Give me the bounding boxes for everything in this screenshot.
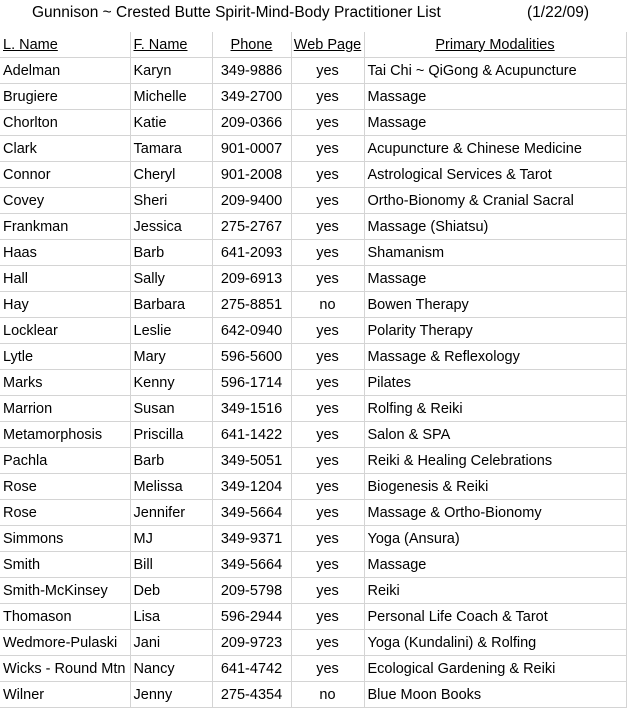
cell-last-name: Hay (0, 292, 130, 318)
cell-web-page: yes (291, 136, 364, 162)
cell-web-page: yes (291, 500, 364, 526)
cell-modalities: Personal Life Coach & Tarot (364, 604, 626, 630)
cell-last-name: Clark (0, 136, 130, 162)
cell-last-name: Wedmore-Pulaski (0, 630, 130, 656)
cell-phone: 642-0940 (212, 318, 291, 344)
cell-phone: 209-5798 (212, 578, 291, 604)
cell-phone: 641-4742 (212, 656, 291, 682)
table-row (0, 526, 626, 552)
cell-web-page: yes (291, 656, 364, 682)
cell-phone: 275-8851 (212, 292, 291, 318)
table-row (0, 396, 626, 422)
cell-web-page: yes (291, 396, 364, 422)
cell-modalities: Massage (364, 266, 626, 292)
document-date: (1/22/09) (527, 4, 590, 21)
header-first-name: F. Name (130, 32, 212, 58)
cell-web-page: yes (291, 370, 364, 396)
cell-web-page: yes (291, 240, 364, 266)
cell-last-name: Pachla (0, 448, 130, 474)
cell-first-name: Mary (130, 344, 212, 370)
cell-last-name: Wilner (0, 682, 130, 708)
cell-last-name: Wicks - Round Mtn (0, 656, 130, 682)
cell-phone: 349-1204 (212, 474, 291, 500)
cell-modalities: Polarity Therapy (364, 318, 626, 344)
cell-modalities: Ortho-Bionomy & Cranial Sacral (364, 188, 626, 214)
cell-phone: 349-9371 (212, 526, 291, 552)
cell-modalities: Massage (364, 84, 626, 110)
cell-web-page: yes (291, 344, 364, 370)
cell-last-name: Rose (0, 500, 130, 526)
title-row (0, 0, 628, 30)
cell-phone: 349-2700 (212, 84, 291, 110)
cell-phone: 209-0366 (212, 110, 291, 136)
cell-modalities: Shamanism (364, 240, 626, 266)
cell-modalities: Ecological Gardening & Reiki (364, 656, 626, 682)
table-row (0, 578, 626, 604)
cell-web-page: yes (291, 422, 364, 448)
cell-first-name: Katie (130, 110, 212, 136)
header-phone: Phone (212, 32, 291, 58)
cell-phone: 641-2093 (212, 240, 291, 266)
cell-first-name: Barbara (130, 292, 212, 318)
cell-last-name: Simmons (0, 526, 130, 552)
cell-web-page: yes (291, 448, 364, 474)
cell-last-name: Smith (0, 552, 130, 578)
cell-web-page: yes (291, 630, 364, 656)
cell-modalities: Tai Chi ~ QiGong & Acupuncture (364, 58, 626, 84)
cell-first-name: Barb (130, 240, 212, 266)
cell-modalities: Acupuncture & Chinese Medicine (364, 136, 626, 162)
cell-first-name: Susan (130, 396, 212, 422)
cell-first-name: Sheri (130, 188, 212, 214)
cell-phone: 349-5664 (212, 500, 291, 526)
cell-first-name: Bill (130, 552, 212, 578)
cell-first-name: Deb (130, 578, 212, 604)
header-modalities: Primary Modalities (364, 32, 626, 58)
header-web-page: Web Page (291, 32, 364, 58)
cell-web-page: yes (291, 552, 364, 578)
table-row (0, 370, 626, 396)
cell-modalities: Massage & Reflexology (364, 344, 626, 370)
cell-web-page: no (291, 292, 364, 318)
table-row (0, 318, 626, 344)
cell-web-page: no (291, 682, 364, 708)
cell-modalities: Massage (Shiatsu) (364, 214, 626, 240)
table-row (0, 474, 626, 500)
header-last-name: L. Name (0, 32, 130, 58)
cell-phone: 349-5664 (212, 552, 291, 578)
table-row (0, 188, 626, 214)
cell-last-name: Marks (0, 370, 130, 396)
table-body (0, 58, 626, 708)
cell-modalities: Yoga (Kundalini) & Rolfing (364, 630, 626, 656)
cell-phone: 901-2008 (212, 162, 291, 188)
cell-last-name: Locklear (0, 318, 130, 344)
cell-last-name: Smith-McKinsey (0, 578, 130, 604)
table-row (0, 448, 626, 474)
table-row (0, 162, 626, 188)
table-row (0, 240, 626, 266)
cell-first-name: Jennifer (130, 500, 212, 526)
cell-first-name: Leslie (130, 318, 212, 344)
cell-first-name: Cheryl (130, 162, 212, 188)
cell-modalities: Yoga (Ansura) (364, 526, 626, 552)
cell-first-name: Barb (130, 448, 212, 474)
cell-modalities: Astrological Services & Tarot (364, 162, 626, 188)
cell-last-name: Chorlton (0, 110, 130, 136)
cell-modalities: Massage (364, 110, 626, 136)
cell-last-name: Adelman (0, 58, 130, 84)
cell-first-name: Jenny (130, 682, 212, 708)
cell-last-name: Frankman (0, 214, 130, 240)
table-row (0, 266, 626, 292)
cell-first-name: Tamara (130, 136, 212, 162)
cell-web-page: yes (291, 188, 364, 214)
cell-web-page: yes (291, 318, 364, 344)
table-row (0, 214, 626, 240)
cell-phone: 596-5600 (212, 344, 291, 370)
table-row (0, 656, 626, 682)
table-row (0, 58, 626, 84)
cell-web-page: yes (291, 526, 364, 552)
cell-first-name: Lisa (130, 604, 212, 630)
cell-modalities: Reiki (364, 578, 626, 604)
cell-web-page: yes (291, 474, 364, 500)
table-row (0, 500, 626, 526)
table-row (0, 682, 626, 708)
cell-last-name: Marrion (0, 396, 130, 422)
cell-last-name: Haas (0, 240, 130, 266)
cell-modalities: Reiki & Healing Celebrations (364, 448, 626, 474)
cell-modalities: Salon & SPA (364, 422, 626, 448)
cell-first-name: Melissa (130, 474, 212, 500)
cell-web-page: yes (291, 110, 364, 136)
cell-modalities: Massage (364, 552, 626, 578)
table-row (0, 110, 626, 136)
cell-first-name: Jessica (130, 214, 212, 240)
cell-modalities: Biogenesis & Reiki (364, 474, 626, 500)
cell-first-name: Jani (130, 630, 212, 656)
header-row (0, 32, 626, 58)
cell-web-page: yes (291, 84, 364, 110)
cell-last-name: Rose (0, 474, 130, 500)
cell-last-name: Thomason (0, 604, 130, 630)
cell-web-page: yes (291, 578, 364, 604)
cell-last-name: Covey (0, 188, 130, 214)
cell-modalities: Bowen Therapy (364, 292, 626, 318)
cell-phone: 209-9723 (212, 630, 291, 656)
cell-last-name: Brugiere (0, 84, 130, 110)
cell-web-page: yes (291, 604, 364, 630)
table-row (0, 552, 626, 578)
cell-phone: 349-5051 (212, 448, 291, 474)
practitioner-table (0, 32, 627, 708)
table-row (0, 136, 626, 162)
cell-phone: 349-1516 (212, 396, 291, 422)
cell-last-name: Hall (0, 266, 130, 292)
cell-first-name: Karyn (130, 58, 212, 84)
table-header (0, 32, 626, 58)
table-row (0, 292, 626, 318)
cell-phone: 275-2767 (212, 214, 291, 240)
cell-modalities: Blue Moon Books (364, 682, 626, 708)
cell-modalities: Massage & Ortho-Bionomy (364, 500, 626, 526)
table-row (0, 422, 626, 448)
cell-phone: 209-9400 (212, 188, 291, 214)
table-row (0, 84, 626, 110)
cell-modalities: Rolfing & Reiki (364, 396, 626, 422)
cell-first-name: Sally (130, 266, 212, 292)
cell-web-page: yes (291, 214, 364, 240)
cell-last-name: Metamorphosis (0, 422, 130, 448)
cell-phone: 209-6913 (212, 266, 291, 292)
cell-first-name: Kenny (130, 370, 212, 396)
cell-first-name: Michelle (130, 84, 212, 110)
cell-web-page: yes (291, 58, 364, 84)
cell-modalities: Pilates (364, 370, 626, 396)
cell-web-page: yes (291, 266, 364, 292)
cell-phone: 596-2944 (212, 604, 291, 630)
cell-phone: 596-1714 (212, 370, 291, 396)
cell-last-name: Connor (0, 162, 130, 188)
cell-phone: 901-0007 (212, 136, 291, 162)
table-row (0, 604, 626, 630)
cell-web-page: yes (291, 162, 364, 188)
cell-last-name: Lytle (0, 344, 130, 370)
cell-first-name: Nancy (130, 656, 212, 682)
cell-phone: 275-4354 (212, 682, 291, 708)
cell-first-name: Priscilla (130, 422, 212, 448)
cell-phone: 349-9886 (212, 58, 291, 84)
table-row (0, 630, 626, 656)
document-title: Gunnison ~ Crested Butte Spirit-Mind-Body Practitioner List (32, 4, 441, 21)
cell-first-name: MJ (130, 526, 212, 552)
cell-phone: 641-1422 (212, 422, 291, 448)
table-row (0, 344, 626, 370)
